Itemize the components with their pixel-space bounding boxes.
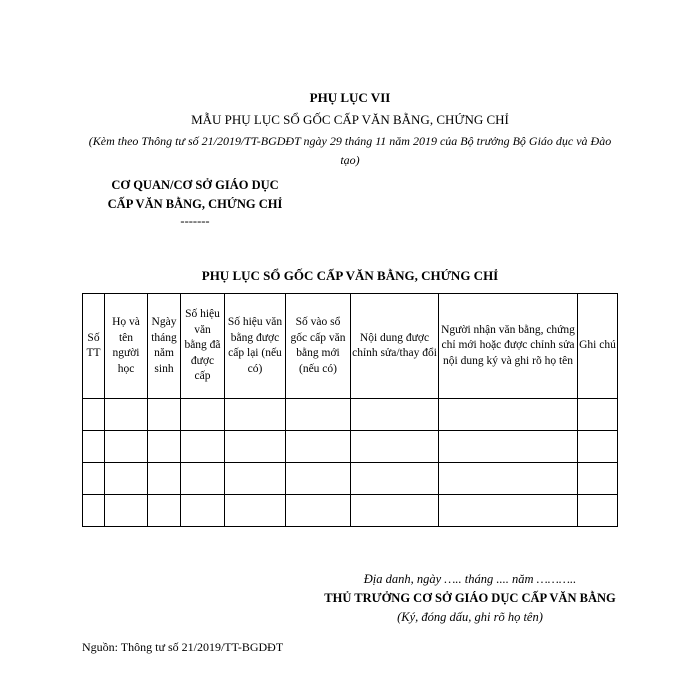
- table-cell[interactable]: [351, 399, 439, 431]
- table-row: [83, 431, 618, 463]
- column-header-stt: Số TT: [83, 294, 105, 399]
- table-cell[interactable]: [351, 495, 439, 527]
- table-cell[interactable]: [578, 495, 618, 527]
- agency-name-line2: CẤP VĂN BẰNG, CHỨNG CHỈ: [107, 197, 283, 211]
- table-cell[interactable]: [439, 463, 578, 495]
- table-header-row: [83, 294, 618, 399]
- column-header-notes: Ghi chú: [578, 294, 618, 399]
- table-cell[interactable]: [286, 399, 351, 431]
- column-header-birth-date: Ngày tháng năm sinh: [148, 294, 181, 399]
- table-cell[interactable]: [148, 495, 181, 527]
- agency-block: [80, 176, 310, 228]
- legal-basis: (Kèm theo Thông tư số 21/2019/TT-BGDĐT ngày 29 tháng 11 năm 2019 của Bộ trưởng Bộ Giáo dục và Đào tạo): [88, 134, 612, 167]
- table-cell[interactable]: [225, 399, 286, 431]
- table-cell[interactable]: [225, 495, 286, 527]
- column-header-full-name: Họ và tên người học: [105, 294, 148, 399]
- column-header-reissued-number: Số hiệu văn bằng được cấp lại (nếu có): [225, 294, 286, 399]
- table-cell[interactable]: [181, 431, 225, 463]
- signer-title: THỦ TRƯỞNG CƠ SỞ GIÁO DỤC CẤP VĂN BẰNG: [324, 591, 616, 605]
- table-cell[interactable]: [351, 463, 439, 495]
- form-title: MẪU PHỤ LỤC SỔ GỐC CẤP VĂN BẰNG, CHỨNG CHỈ: [191, 112, 509, 127]
- table-cell[interactable]: [83, 399, 105, 431]
- table-cell[interactable]: [439, 431, 578, 463]
- records-table: [82, 293, 618, 527]
- table-cell[interactable]: [83, 495, 105, 527]
- table-cell[interactable]: [225, 431, 286, 463]
- source-note: Nguồn: Thông tư số 21/2019/TT-BGDĐT: [82, 640, 284, 654]
- table-cell[interactable]: [578, 463, 618, 495]
- table-cell[interactable]: [181, 399, 225, 431]
- table-cell[interactable]: [105, 431, 148, 463]
- table-cell[interactable]: [351, 431, 439, 463]
- agency-name-line1: CƠ QUAN/CƠ SỞ GIÁO DỤC: [111, 178, 279, 192]
- table-cell[interactable]: [286, 495, 351, 527]
- table-row: [83, 495, 618, 527]
- signature-block: [250, 570, 690, 627]
- table-title: PHỤ LỤC SỔ GỐC CẤP VĂN BẰNG, CHỨNG CHỈ: [201, 268, 499, 283]
- column-header-edited-content: Nội dung được chỉnh sửa/thay đổi: [351, 294, 439, 399]
- table-cell[interactable]: [286, 431, 351, 463]
- table-cell[interactable]: [439, 495, 578, 527]
- table-cell[interactable]: [578, 399, 618, 431]
- table-cell[interactable]: [148, 399, 181, 431]
- table-cell[interactable]: [181, 495, 225, 527]
- table-cell[interactable]: [105, 495, 148, 527]
- column-header-new-register-number: Số vào sổ gốc cấp văn bằng mới (nếu có): [286, 294, 351, 399]
- appendix-label: PHỤ LỤC VII: [309, 90, 391, 105]
- place-date-line: Địa danh, ngày ….. tháng .... năm ………..: [363, 572, 577, 586]
- table-cell[interactable]: [286, 463, 351, 495]
- table-row: [83, 463, 618, 495]
- table-cell[interactable]: [83, 431, 105, 463]
- table-cell[interactable]: [83, 463, 105, 495]
- agency-separator: -------: [180, 214, 210, 228]
- table-cell[interactable]: [225, 463, 286, 495]
- table-cell[interactable]: [148, 431, 181, 463]
- signature-instruction: (Ký, đóng dấu, ghi rõ họ tên): [397, 610, 543, 624]
- table-cell[interactable]: [148, 463, 181, 495]
- table-cell[interactable]: [181, 463, 225, 495]
- table-cell[interactable]: [578, 431, 618, 463]
- column-header-recipient-signature: Người nhận văn bằng, chứng chỉ mới hoặc được chỉnh sửa nội dung ký và ghi rõ họ tên: [439, 294, 578, 399]
- column-header-issued-number: Số hiệu văn bằng đã được cấp: [181, 294, 225, 399]
- table-row: [83, 399, 618, 431]
- table-cell[interactable]: [439, 399, 578, 431]
- table-cell[interactable]: [105, 463, 148, 495]
- table-cell[interactable]: [105, 399, 148, 431]
